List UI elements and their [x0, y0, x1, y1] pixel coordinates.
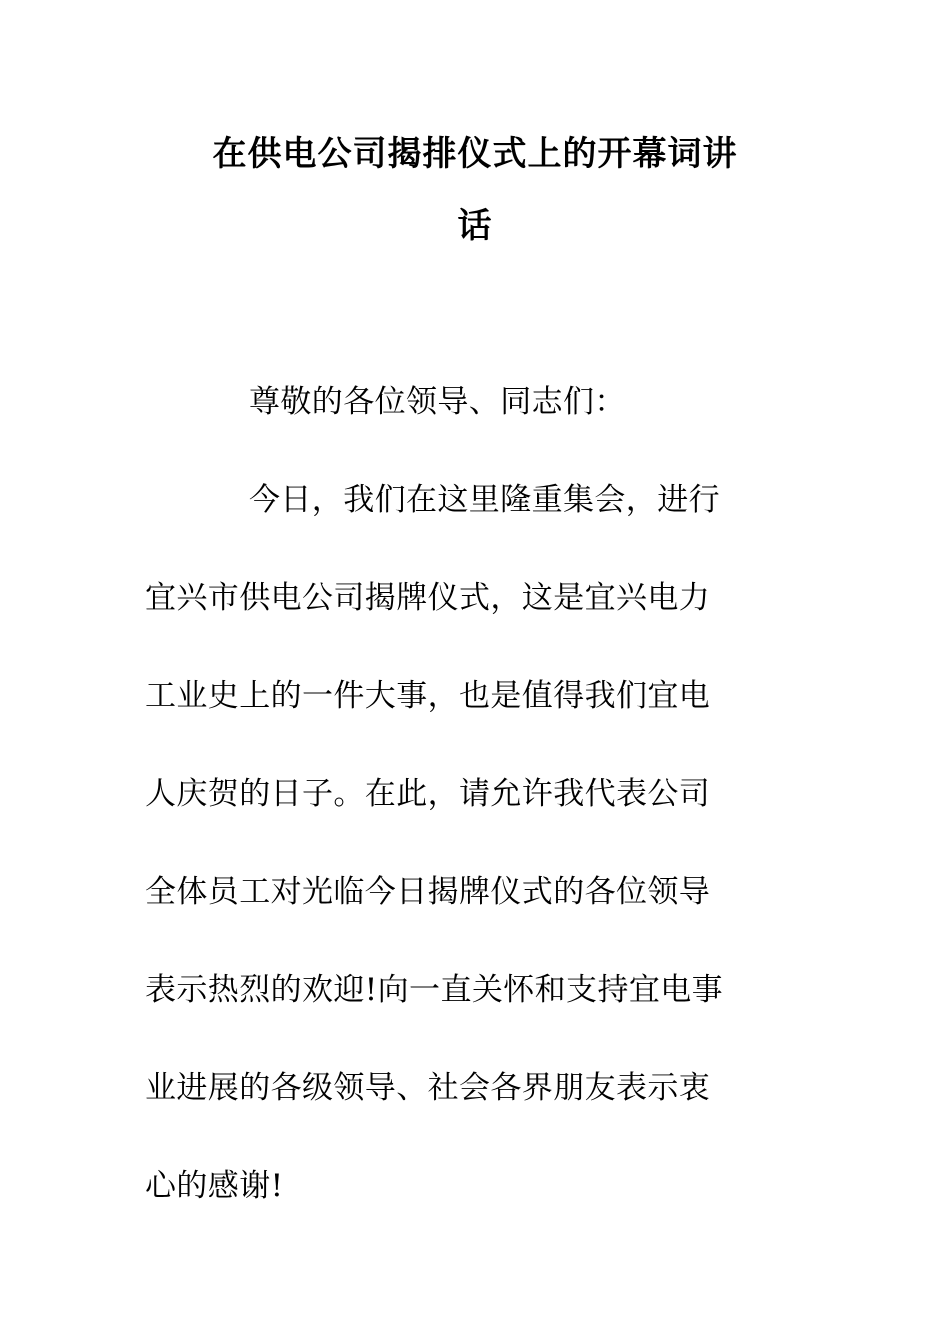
document-body [145, 372, 805, 1254]
paragraph-line-6: 表示热烈的欢迎!向一直关怀和支持宜电事 [145, 972, 724, 1008]
title-line-2: 话 [457, 206, 493, 246]
paragraph-line-2: 宜兴市供电公司揭牌仪式，这是宜兴电力 [145, 580, 711, 616]
paragraph-line-4: 人庆贺的日子。在此，请允许我代表公司 [145, 776, 711, 812]
title-line-1: 在供电公司揭排仪式上的开幕词讲 [212, 134, 738, 174]
paragraph-line-3: 工业史上的一件大事，也是值得我们宜电 [145, 678, 711, 714]
paragraph-line-1: 今日，我们在这里隆重集会，进行 [249, 482, 720, 518]
paragraph-line-7: 业进展的各级领导、社会各界朋友表示衷 [145, 1070, 711, 1106]
salutation: 尊敬的各位领导、同志们： [249, 384, 626, 420]
document-title [150, 118, 800, 262]
paragraph-line-5: 全体员工对光临今日揭牌仪式的各位领导 [145, 874, 711, 910]
paragraph-line-8: 心的感谢! [145, 1168, 284, 1204]
